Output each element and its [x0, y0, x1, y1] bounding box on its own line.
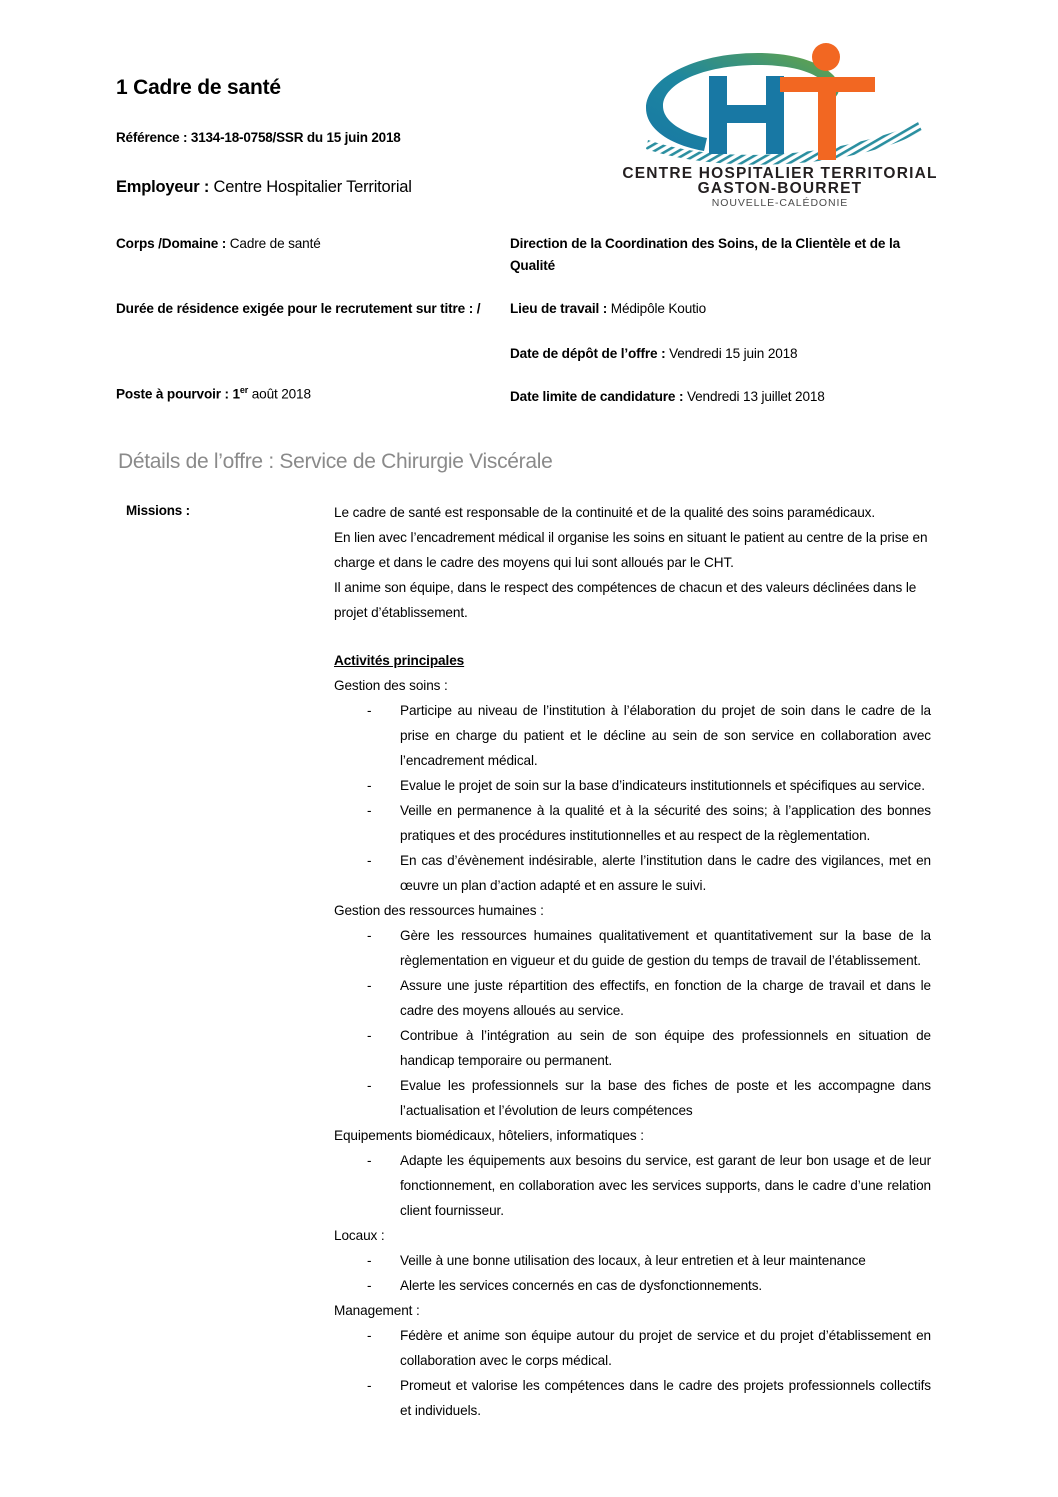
activity-group-title: Equipements biomédicaux, hôteliers, informatiques : — [334, 1128, 644, 1143]
meta-poste-a-pourvoir-label: Poste à pourvoir : 1 — [116, 386, 240, 402]
mission-paragraph: En lien avec l’encadrement médical il organise les soins en situant le patient au centre de la prise en charge et dans le cadre des moyens qui lui sont alloués par le CHT. — [334, 530, 928, 570]
missions-label: Missions : — [126, 503, 190, 518]
cht-logo — [622, 32, 938, 209]
list-item-text: Alerte les services concernés en cas de dysfonctionnements. — [400, 1278, 763, 1293]
list-item — [334, 1248, 931, 1273]
list-item — [334, 798, 931, 848]
list-item — [334, 1273, 931, 1298]
meta-lieu-de-travail-value: Médipôle Koutio — [607, 301, 707, 316]
logo-text-line2: GASTON-BOURRET — [697, 180, 863, 197]
list-item-text: Fédère et anime son équipe autour du projet de service et du projet d’établissement en collaboration avec le corps médical. — [400, 1328, 931, 1368]
logo-c-arc — [646, 53, 839, 151]
logo-text-line1: CENTRE HOSPITALIER TERRITORIAL — [622, 165, 938, 182]
bullet-dash-icon: - — [367, 1028, 372, 1043]
meta-date-depot-value: Vendredi 15 juin 2018 — [665, 346, 798, 361]
meta-date-limite-label: Date limite de candidature : — [510, 389, 684, 404]
list-item-text: Contribue à l’intégration au sein de son équipe des professionnels en situation de handicap temporaire ou permanent. — [400, 1028, 931, 1068]
list-item — [334, 848, 931, 898]
cht-logo-graphic — [622, 32, 938, 209]
list-item-text: Adapte les équipements aux besoins du service, est garant de leur bon usage et de leur fonctionnement, en collaboration avec les services supports, dans le cadre d’une relation client fournisseur. — [400, 1153, 931, 1218]
logo-text-line3: NOUVELLE-CALÉDONIE — [711, 197, 849, 209]
activity-list — [334, 698, 931, 898]
activity-group-title: Locaux : — [334, 1228, 385, 1243]
meta-duree-residence — [116, 298, 506, 320]
page-title: 1 Cadre de santé — [116, 76, 281, 99]
list-item — [334, 923, 931, 973]
activity-group-title: Management : — [334, 1303, 420, 1318]
meta-lieu-de-travail-label: Lieu de travail : — [510, 301, 608, 316]
list-item — [334, 773, 931, 798]
mission-paragraph: Le cadre de santé est responsable de la continuité et de la qualité des soins paramédicaux. — [334, 505, 876, 520]
bullet-dash-icon: - — [367, 1153, 372, 1168]
employer-label: Employeur : — [116, 178, 210, 196]
bullet-dash-icon: - — [367, 1278, 372, 1293]
bullet-dash-icon: - — [367, 978, 372, 993]
bullet-dash-icon: - — [367, 778, 372, 793]
bullet-dash-icon: - — [367, 853, 372, 868]
list-item-text: Participe au niveau de l’institution à l’élaboration du projet de soin dans le cadre de la prise en charge du patient et le décline au sein de son service en collaboration avec l’encadrement médical. — [400, 703, 931, 768]
document-reference: Référence : 3134-18-0758/SSR du 15 juin 2018 — [116, 130, 401, 145]
activity-group-title: Gestion des soins : — [334, 678, 448, 693]
list-item-text: Veille à une bonne utilisation des locaux, à leur entretien et à leur maintenance — [400, 1253, 866, 1268]
bullet-dash-icon: - — [367, 803, 372, 818]
meta-date-depot — [510, 343, 930, 365]
bullet-dash-icon: - — [367, 1253, 372, 1268]
list-item — [334, 1323, 931, 1373]
list-item — [334, 698, 931, 773]
bullet-dash-icon: - — [367, 928, 372, 943]
list-item — [334, 1073, 931, 1123]
mission-paragraph: Il anime son équipe, dans le respect des compétences de chacun et des valeurs déclinées dans le projet d’établissement. — [334, 580, 917, 620]
bullet-dash-icon: - — [367, 1328, 372, 1343]
list-item — [334, 1148, 931, 1223]
list-item-text: Evalue les professionnels sur la base des fiches de poste et les accompagne dans l’actualisation et l’évolution de leurs compétences — [400, 1078, 931, 1118]
list-item-text: Veille en permanence à la qualité et à la sécurité des soins; à l’application des bonnes pratiques et des procédures institutionnelles et au respect de la règlementation. — [400, 803, 931, 843]
meta-date-depot-label: Date de dépôt de l’offre : — [510, 346, 666, 361]
activity-list — [334, 923, 931, 1123]
list-item-text: Evalue le projet de soin sur la base d’indicateurs institutionnels et spécifiques au service. — [400, 778, 925, 793]
meta-date-limite-value: Vendredi 13 juillet 2018 — [683, 389, 825, 404]
bullet-dash-icon: - — [367, 1378, 372, 1393]
employer-value: Centre Hospitalier Territorial — [213, 178, 412, 196]
activity-list — [334, 1323, 931, 1423]
list-item-text: Promeut et valorise les compétences dans le cadre des projets professionnels collectifs et individuels. — [400, 1378, 931, 1418]
list-item-text: Gère les ressources humaines qualitativement et quantitativement sur la base de la règlementation en vigueur et du guide de gestion du temps de travail de l’établissement. — [400, 928, 931, 968]
section-heading-details: Détails de l’offre : Service de Chirurgie Viscérale — [118, 450, 553, 473]
list-item — [334, 973, 931, 1023]
meta-corps-domaine — [116, 233, 506, 255]
activity-list — [334, 1248, 931, 1298]
meta-poste-a-pourvoir — [116, 383, 506, 406]
list-item — [334, 1023, 931, 1073]
bullet-dash-icon: - — [367, 703, 372, 718]
meta-poste-a-pourvoir-value: août 2018 — [248, 386, 311, 402]
meta-corps-domaine-value: Cadre de santé — [226, 236, 321, 251]
activities-heading: Activités principales — [334, 653, 465, 668]
document-header — [0, 0, 1058, 220]
employer-line — [116, 178, 412, 197]
logo-h-letter — [709, 76, 784, 154]
spacer — [334, 625, 931, 648]
list-item — [334, 1373, 931, 1423]
meta-duree-residence-label: Durée de résidence exigée pour le recrutement sur titre : / — [116, 301, 481, 316]
meta-corps-domaine-label: Corps /Domaine : — [116, 236, 227, 251]
missions-content — [334, 500, 931, 1423]
list-item-text: Assure une juste répartition des effectifs, en fonction de la charge de travail et dans le cadre des moyens alloués au service. — [400, 978, 931, 1018]
meta-date-limite — [510, 386, 930, 408]
meta-poste-sup: er — [239, 385, 249, 395]
activity-group-title: Gestion des ressources humaines : — [334, 903, 544, 918]
meta-lieu-de-travail — [510, 298, 930, 320]
logo-head-circle — [812, 43, 840, 71]
meta-direction-label: Direction de la Coordination des Soins, de la Clientèle et de la Qualité — [510, 236, 900, 274]
bullet-dash-icon: - — [367, 1078, 372, 1093]
list-item-text: En cas d’évènement indésirable, alerte l’institution dans le cadre des vigilances, met en œuvre un plan d’action adapté et en assure le suivi. — [400, 853, 931, 893]
meta-direction — [510, 233, 930, 277]
activity-list — [334, 1148, 931, 1223]
